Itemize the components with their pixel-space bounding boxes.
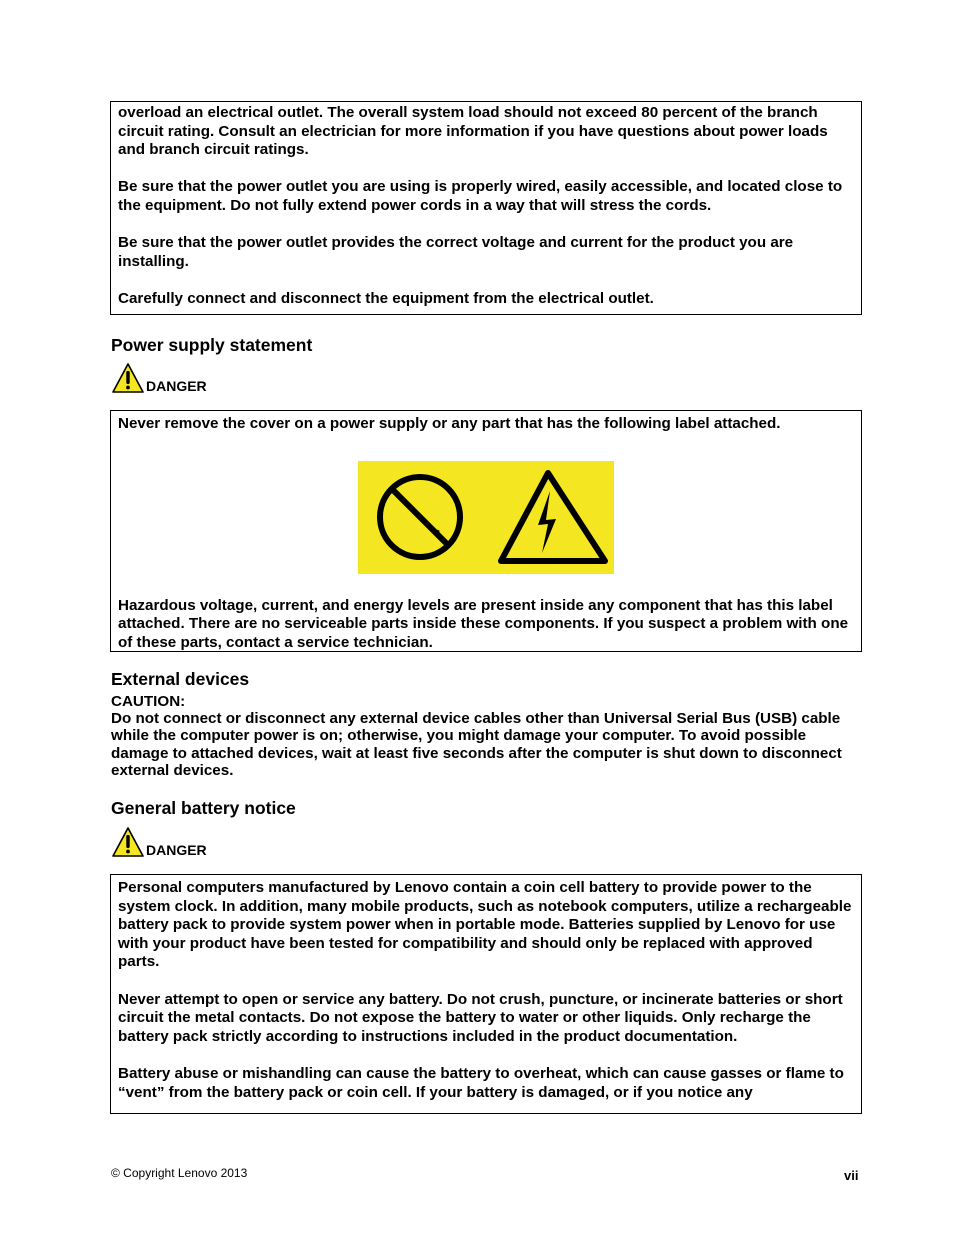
danger-label: DANGER xyxy=(146,378,207,394)
outlet-notice-box xyxy=(110,101,862,315)
power-supply-intro: Never remove the cover on a power supply or any part that has the following label attached. xyxy=(118,415,781,432)
battery-paragraph-1: Personal computers manufactured by Lenovo contain a coin cell battery to provide power to the system clock. In addition, many mobile products, such as notebook computers, utilize a rechargeable battery pack to provide system power when in portable mode. Batteries supplied by Lenovo for use with your product have been tested for compatibility and should only be replaced with approved parts. xyxy=(118,879,852,971)
warning-triangle-icon xyxy=(111,826,145,858)
battery-paragraph-2: Never attempt to open or service any battery. Do not crush, puncture, or incinerate batteries or short circuit the metal contacts. Do not expose the battery to water or other liquids. Only recharge the battery pack strictly according to instructions included in the product documentation. xyxy=(118,990,843,1045)
caution-label: CAUTION: xyxy=(111,693,186,710)
caution-text: Do not connect or disconnect any external device cables other than Universal Serial Bus (USB) cable while the computer power is on; otherwise, you might damage your computer. To avoid possible damage to attached devices, wait at least five seconds after the computer is shut down to disconnect external devices. xyxy=(111,710,842,779)
outlet-paragraph-1: overload an electrical outlet. The overall system load should not exceed 80 percent of the branch circuit rating. Consult an electrician for more information if you have questions about power loads and branch circuit ratings. xyxy=(118,104,828,159)
copyright-text: © Copyright Lenovo 2013 xyxy=(111,1166,248,1180)
outlet-paragraph-2: Be sure that the power outlet you are using is properly wired, easily accessible, and located close to the equipment. Do not fully extend power cords in a way that will stress the cords. xyxy=(118,178,843,214)
battery-paragraph-3: Battery abuse or mishandling can cause the battery to overheat, which can cause gasses or flame to “vent” from the battery pack or coin cell. If your battery is damaged, or if you notice any xyxy=(118,1064,844,1101)
power-supply-danger xyxy=(111,362,207,394)
power-supply-box xyxy=(110,410,862,652)
outlet-paragraph-3: Be sure that the power outlet provides the correct voltage and current for the product you are installing. xyxy=(118,234,794,270)
page-number: vii xyxy=(844,1168,859,1183)
power-supply-heading: Power supply statement xyxy=(111,335,313,355)
battery-danger xyxy=(111,826,207,858)
danger-label: DANGER xyxy=(146,842,207,858)
external-devices-heading: External devices xyxy=(111,669,250,689)
external-devices-caution xyxy=(111,693,856,779)
outlet-paragraph-4: Carefully connect and disconnect the equipment from the electrical outlet. xyxy=(118,289,654,307)
power-supply-body: Hazardous voltage, current, and energy levels are present inside any component that has this label attached. There are no serviceable parts inside these components. If you suspect a problem with one of these parts, contact a service technician. xyxy=(118,596,849,651)
battery-box xyxy=(110,874,862,1114)
hazard-label-image xyxy=(358,461,614,574)
battery-heading: General battery notice xyxy=(111,798,296,818)
warning-triangle-icon xyxy=(111,362,145,394)
